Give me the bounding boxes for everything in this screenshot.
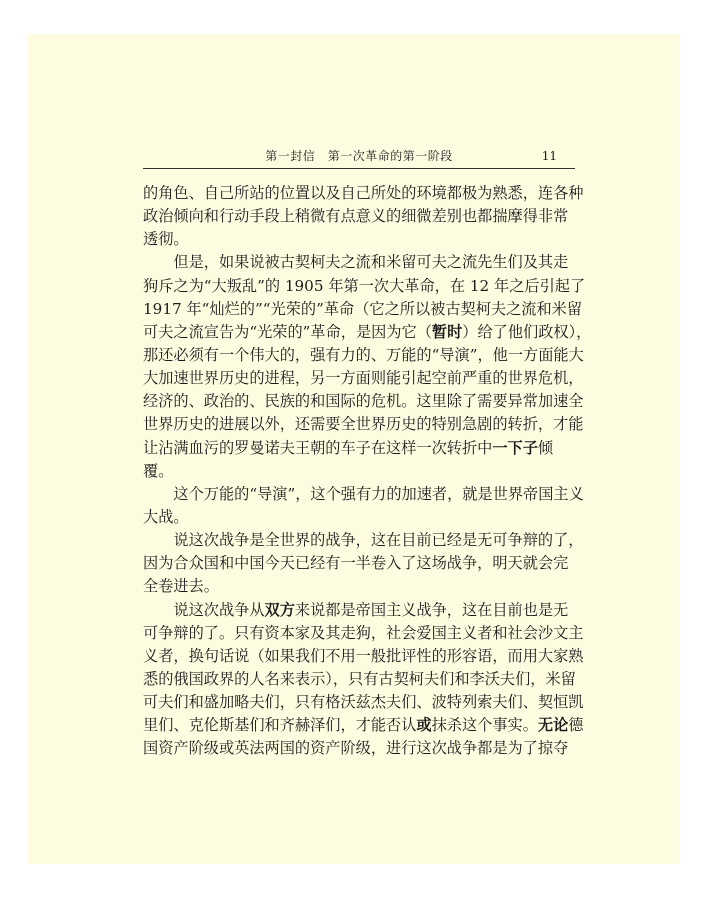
text-run: 义者，换句话说（如果我们不用一般批评性的形容语，而用大家熟 [143, 646, 584, 665]
text-run: 1917 年“灿烂的”“光荣的”革命（它之所以被古契柯夫之流和米留 [143, 299, 583, 318]
text-line [143, 691, 584, 714]
text-line [143, 205, 575, 228]
text-run: 大战。 [143, 507, 189, 526]
text-line [143, 367, 584, 390]
text-line [143, 575, 575, 598]
text-run: 国资产阶级或英法两国的资产阶级，进行这次战争都是为了掠夺 [143, 739, 569, 758]
text-line [143, 668, 575, 691]
text-run: 经济的、政治的、民族的和国际的危机。这里除了需要异常加速全 [143, 392, 584, 411]
text-run: 说这次战争从 [143, 600, 265, 619]
text-run: ）给了他们政权）， [462, 322, 592, 341]
text-run: 因为合众国和中国今天已经有一半卷入了这场战争，明天就会完 [143, 554, 569, 573]
text-line [143, 529, 584, 552]
text-line [143, 344, 584, 367]
emphasis-text: 暂时 [431, 322, 463, 341]
text-run: 可夫们和盛加略夫们，只有格沃兹杰夫们、波特列索夫们、契恒凯 [143, 693, 584, 712]
text-run: 全卷进去。 [143, 577, 219, 596]
running-title: 第一封信 第一次革命的第一阶段 [265, 149, 453, 163]
text-line [143, 599, 575, 622]
text-run: 狗斥之为“大叛乱”的 1905 年第一次大革命，在 12 年之后引起了 [143, 276, 586, 295]
text-line [143, 552, 575, 575]
text-line [143, 460, 575, 483]
text-line [143, 413, 584, 436]
text-run: 里们、克伦斯基们和齐赫泽们，才能否认 [143, 716, 417, 735]
text-line [143, 275, 586, 298]
running-header [143, 148, 575, 169]
text-run: 说这次战争是全世界的战争，这在目前已经是无可争辩的了， [143, 531, 584, 550]
text-line [143, 228, 575, 251]
text-line [143, 483, 584, 506]
text-run: 透彻。 [143, 230, 189, 249]
text-line [143, 714, 584, 737]
text-run: 倾 [537, 438, 554, 457]
emphasis-text: 无论 [537, 716, 569, 735]
text-line [143, 251, 575, 274]
text-run: 可夫之流宣告为“光荣的”革命，是因为它（ [143, 322, 432, 341]
emphasis-text: 双方 [264, 600, 295, 619]
text-run: 覆。 [143, 461, 174, 480]
text-run: 政治倾向和行动手段上稍微有点意义的细微差别也都揣摩得非常 [143, 207, 569, 226]
text-line [143, 645, 584, 668]
text-run: 让沾满血污的罗曼诺夫王朝的车子在这样一次转折中 [143, 438, 493, 457]
text-run: 世界历史的进展以外，还需要全世界历史的特别急剧的转折，才能 [143, 415, 584, 434]
text-run: 抹杀这个事实。 [431, 716, 538, 735]
text-run: 大加速世界历史的进程，另一方面则能引起空前严重的世界危机， [143, 369, 584, 388]
text-run: 来说都是帝国主义战争，这在目前也是无 [294, 600, 569, 619]
text-run: 但是，如果说被古契柯夫之流和米留可夫之流先生们及其走 [143, 253, 569, 272]
text-run: 可争辩的了。只有资本家及其走狗，社会爱国主义者和社会沙文主 [143, 623, 584, 642]
text-line [143, 506, 575, 529]
text-run: 这个万能的“导演”，这个强有力的加速者，就是世界帝国主义 [143, 484, 584, 503]
emphasis-text: 一下子 [492, 438, 538, 457]
text-line [143, 737, 575, 760]
text-line [143, 182, 584, 205]
body-text [143, 182, 592, 761]
text-line [143, 390, 584, 413]
text-run: 那还必须有一个伟大的，强有力的、万能的“导演”，他一方面能大 [143, 345, 584, 364]
text-line [143, 321, 592, 344]
page-number: 11 [541, 149, 557, 163]
text-line [143, 622, 584, 645]
text-run: 悉的俄国政界的人名来表示），只有古契柯夫们和李沃夫们，米留 [143, 669, 576, 688]
text-line [143, 298, 583, 321]
text-line [143, 437, 575, 460]
text-run: 的角色、自己所站的位置以及自己所处的环境都极为熟悉，连各种 [143, 184, 584, 202]
text-run: 德 [568, 716, 584, 735]
emphasis-text: 或 [416, 716, 432, 735]
